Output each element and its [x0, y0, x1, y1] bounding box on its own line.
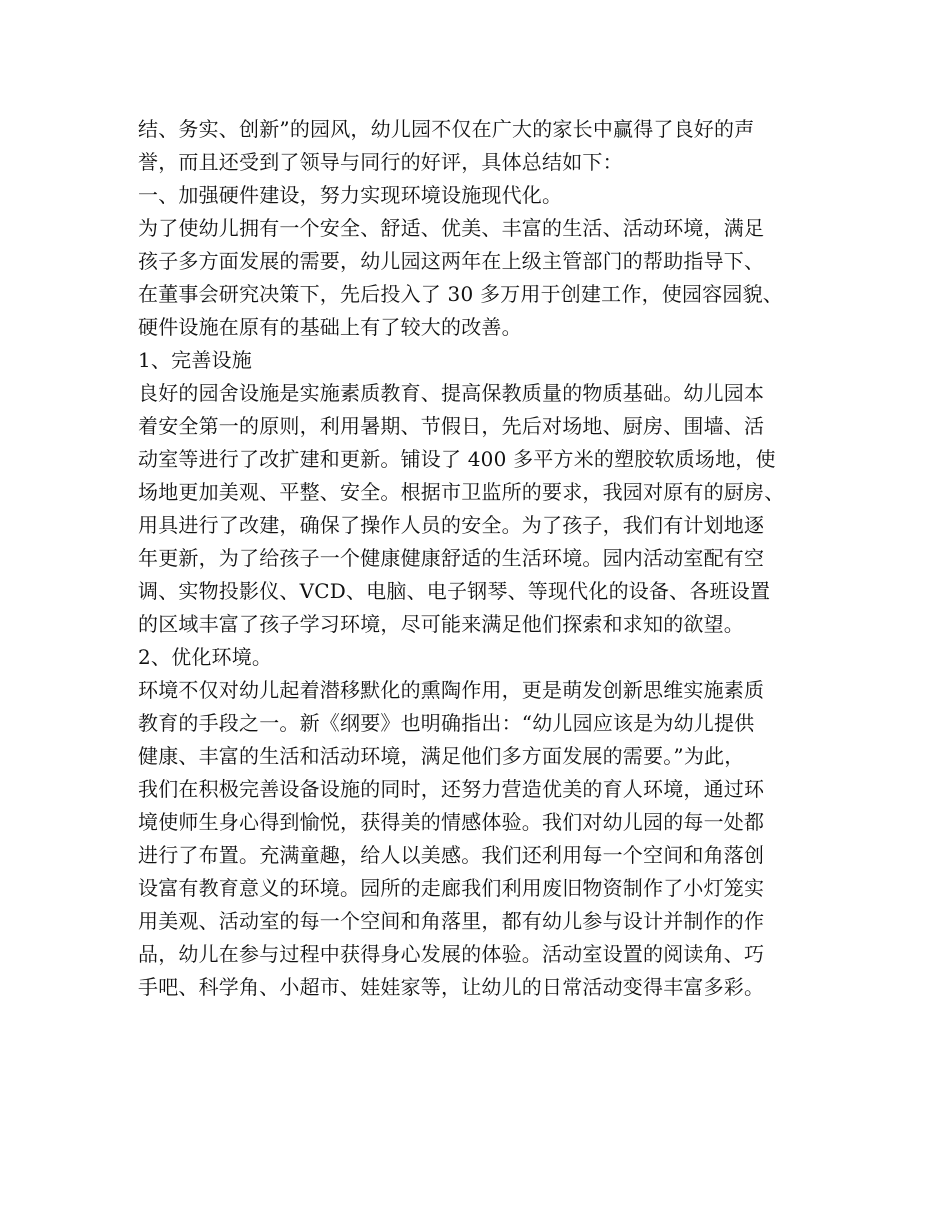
text-line: 设富有教育意义的环境。园所的走廊我们利用废旧物资制作了小灯笼实 [138, 876, 765, 900]
text-line: 年更新，为了给孩子一个健康健康舒适的生活环境。园内活动室配有空 [138, 546, 765, 570]
text-line: 誉，而且还受到了领导与同行的好评，具体总结如下： [138, 150, 623, 174]
text-line: 硬件设施在原有的基础上有了较大的改善。 [138, 315, 522, 339]
text-line: 孩子多方面发展的需要，幼儿园这两年在上级主管部门的帮助指导下、 [138, 249, 765, 273]
text-line: 品，幼儿在参与过程中获得身心发展的体验。活动室设置的阅读角、巧 [138, 942, 765, 966]
text-line: 为了使幼儿拥有一个安全、舒适、优美、丰富的生活、活动环境，满足 [138, 216, 765, 240]
text-line: 结、务实、创新”的园风，幼儿园不仅在广大的家长中赢得了良好的声 [138, 117, 755, 141]
subsection-heading: 2、优化环境。 [138, 645, 273, 669]
text-line: 在董事会研究决策下，先后投入了 30 多万用于创建工作，使园容园貌、 [138, 282, 783, 306]
text-line: 进行了布置。充满童趣，给人以美感。我们还利用每一个空间和角落创 [138, 843, 765, 867]
section-heading: 一、加强硬件建设，努力实现环境设施现代化。 [138, 183, 563, 207]
text-line: 的区域丰富了孩子学习环境，尽可能来满足他们探索和求知的欲望。 [138, 612, 744, 636]
text-line: 境使师生身心得到愉悦，获得美的情感体验。我们对幼儿园的每一处都 [138, 810, 765, 834]
text-line: 着安全第一的原则，利用暑期、节假日，先后对场地、厨房、围墙、活 [138, 414, 765, 438]
text-line: 调、实物投影仪、VCD、电脑、电子钢琴、等现代化的设备、各班设置 [138, 579, 771, 603]
text-line: 动室等进行了改扩建和更新。铺设了 400 多平方米的塑胶软质场地，使 [138, 447, 776, 471]
text-line: 场地更加美观、平整、安全。根据市卫监所的要求，我园对原有的厨房、 [138, 480, 785, 504]
text-line: 我们在积极完善设备设施的同时，还努力营造优美的育人环境，通过环 [138, 777, 765, 801]
text-line: 用具进行了改建，确保了操作人员的安全。为了孩子，我们有计划地逐 [138, 513, 765, 537]
text-line: 教育的手段之一。新《纲要》也明确指出：“幼儿园应该是为幼儿提供 [138, 711, 755, 735]
text-line: 健康、丰富的生活和活动环境，满足他们多方面发展的需要。”为此， [138, 744, 745, 768]
text-line: 环境不仅对幼儿起着潜移默化的熏陶作用，更是萌发创新思维实施素质 [138, 678, 765, 702]
document-body [138, 113, 838, 1004]
subsection-heading: 1、完善设施 [138, 348, 252, 372]
text-line: 手吧、科学角、小超市、娃娃家等，让幼儿的日常活动变得丰富多彩。 [138, 975, 765, 999]
text-line: 良好的园舍设施是实施素质教育、提高保教质量的物质基础。幼儿园本 [138, 381, 765, 405]
text-line: 用美观、活动室的每一个空间和角落里，都有幼儿参与设计并制作的作 [138, 909, 765, 933]
